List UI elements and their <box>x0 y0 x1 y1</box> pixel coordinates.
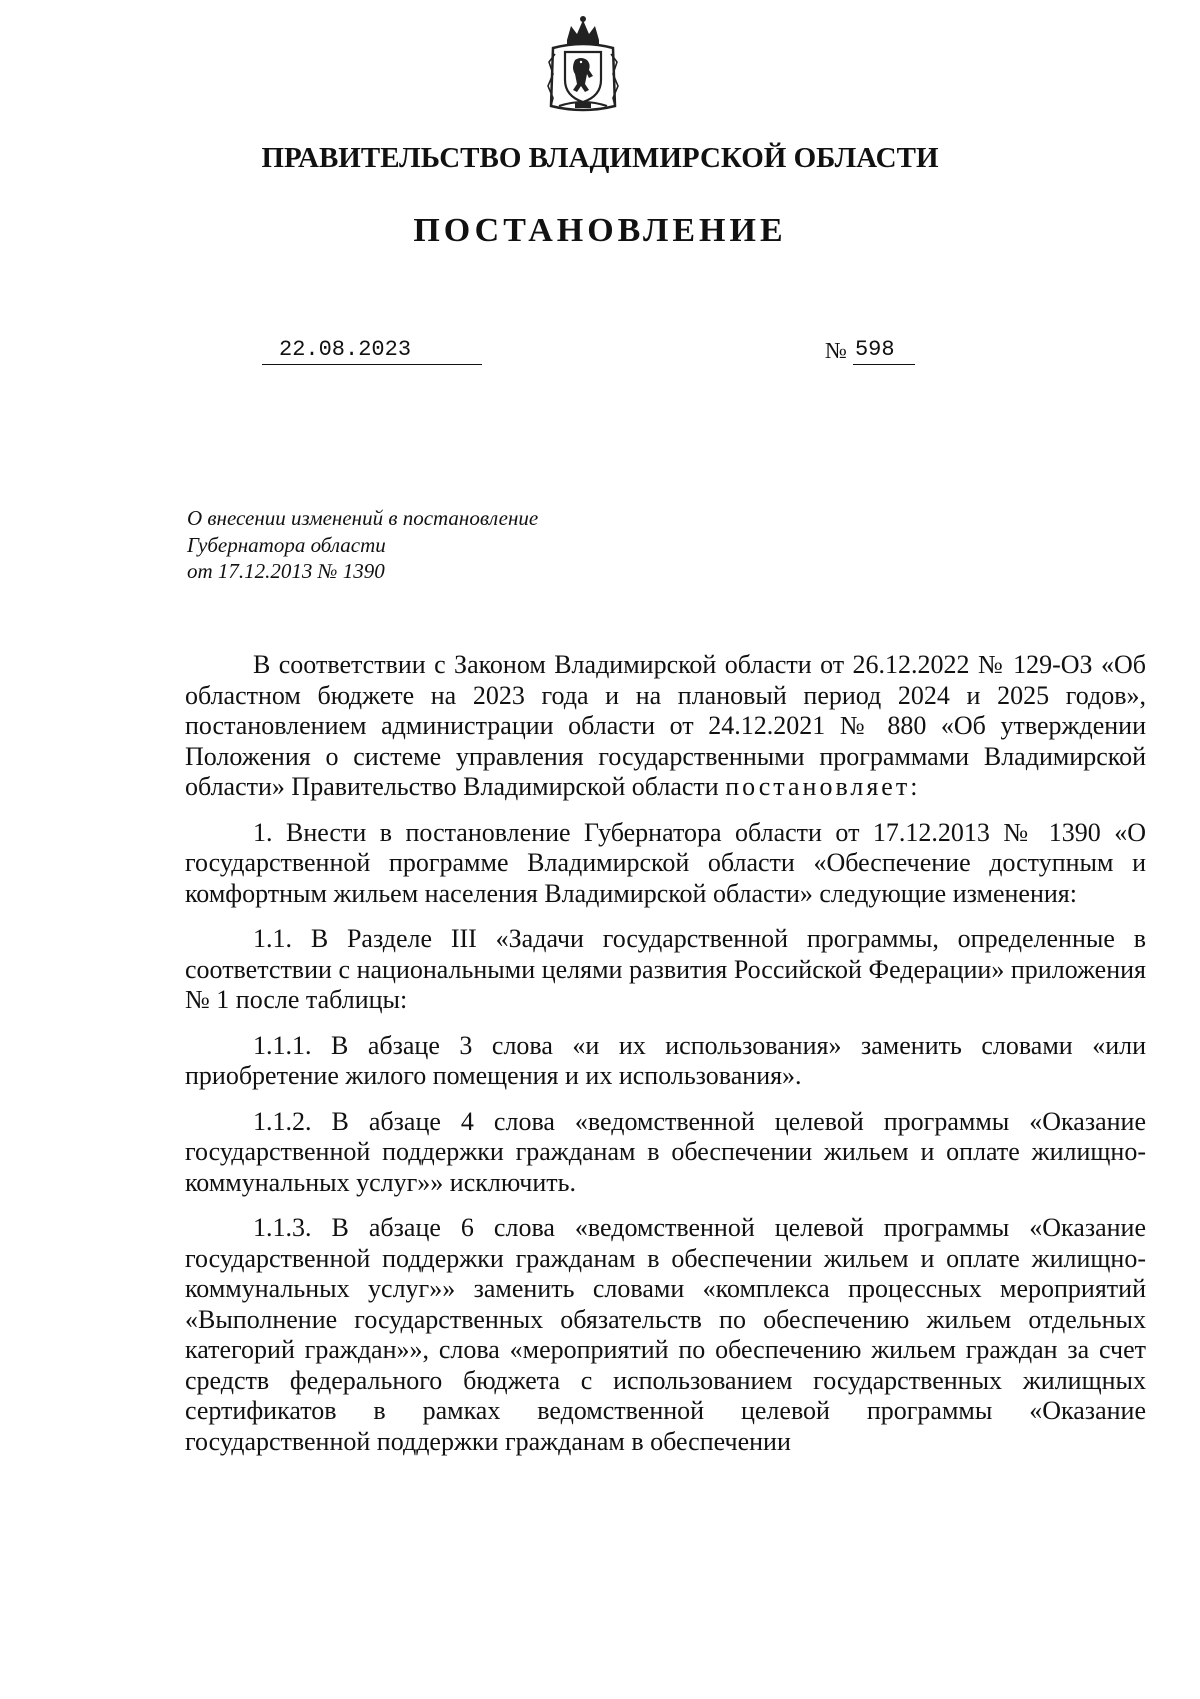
clause-1-1-2: 1.1.2. В абзаце 4 слова «ведомственной целевой программы «Оказание государственной поддержки гражданам в обеспечении жильем и оплате жилищно-коммунальных услуг»» исключить. <box>185 1106 1146 1197</box>
resolves-word: постановляет: <box>725 772 921 801</box>
clause-1: 1. Внести в постановление Губернатора области от 17.12.2013 № 1390 «О государственной программе Владимирской области «Обеспечение доступным и комфортным жильем населения Владимирской области» следующие изменения: <box>185 817 1146 908</box>
subject-line: от 17.12.2013 № 1390 <box>187 559 385 583</box>
document-type-title: ПОСТАНОВЛЕНИЕ <box>413 212 787 249</box>
preamble-paragraph <box>185 650 1146 803</box>
subject-line: Губернатора области <box>187 532 386 557</box>
clause-1-1-1: 1.1.1. В абзаце 3 слова «и их использования» заменить словами «или приобретение жилого помещения и их использования». <box>185 1030 1146 1090</box>
clause-1-1: 1.1. В Разделе III «Задачи государственной программы, определенные в соответствии с национальными целями развития Российской Федерации» приложения № 1 после таблицы: <box>185 924 1146 1014</box>
preamble-text: В соответствии с Законом Владимирской области от 26.12.2022 № 129-ОЗ «Об областном бюджете на 2023 года и на плановый период 2024 и 2025 годов», постановлением администрации области от 24.12.2021 № 880 «Об утверждении Положения о системе управления государственными программами Владимирской области» Правительство Владимирской области <box>185 650 1146 801</box>
number-sign: № <box>825 338 847 363</box>
document-subject <box>187 505 538 585</box>
document-number <box>825 336 915 365</box>
coat-of-arms-icon <box>545 14 621 114</box>
clause-1-1-3: 1.1.3. В абзаце 6 слова «ведомственной целевой программы «Оказание государственной поддержки гражданам в обеспечении жильем и оплате жилищно-коммунальных услуг»» заменить словами «комплекса процессных мероприятий «Выполнение государственных обязательств по обеспечению жильем отдельных категорий граждан»», слова «мероприятий по обеспечению жильем граждан за счет средств федерального бюджета с использованием государственных жилищных сертификатов в рамках ведомственной целевой программы «Оказание государственной поддержки гражданам в обеспечении <box>185 1213 1146 1456</box>
number-value: 598 <box>853 336 915 365</box>
document-body <box>185 650 1146 1472</box>
subject-line: О внесении изменений в постановление <box>187 506 539 530</box>
organization-title: ПРАВИТЕЛЬСТВО ВЛАДИМИРСКОЙ ОБЛАСТИ <box>261 142 939 174</box>
document-date: 22.08.2023 <box>262 336 482 365</box>
